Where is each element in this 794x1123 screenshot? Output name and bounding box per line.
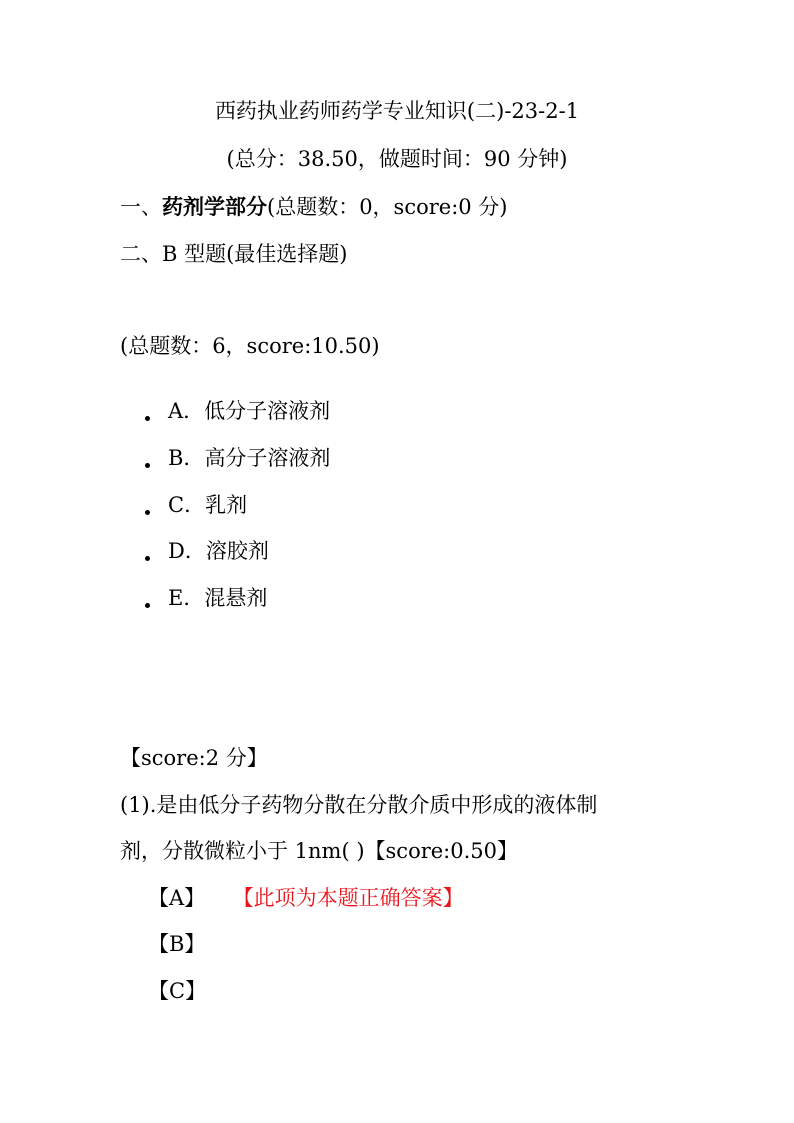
option-letter: A． — [168, 399, 205, 423]
section-1-heading — [120, 193, 508, 221]
option-text: 乳剂 — [205, 493, 248, 517]
group-score: 【score:2 分】 — [120, 746, 268, 770]
answer-label: 【A】 — [148, 886, 206, 910]
bullet-icon — [145, 510, 150, 515]
option-letter: B． — [168, 446, 205, 470]
question-text-line-1: (1).是由低分子药物分散在分散介质中形成的液体制 — [120, 793, 598, 817]
document-subtitle: (总分：38.50，做题时间：90 分钟) — [226, 147, 568, 171]
option-text: 高分子溶液剂 — [204, 446, 331, 470]
section-2-meta: (总题数：6，score:10.50) — [120, 334, 380, 358]
section-1-name: 药剂学部分 — [162, 194, 267, 219]
section-2-heading: 二、B 型题(最佳选择题) — [120, 242, 348, 266]
answer-item-a — [148, 884, 464, 912]
answer-label: 【C】 — [148, 979, 207, 1003]
bullet-icon — [145, 463, 150, 468]
option-letter: D． — [168, 539, 206, 563]
section-1-meta: (总题数：0，score:0 分) — [267, 195, 508, 219]
section-1-prefix: 一、 — [120, 195, 162, 219]
document-title: 西药执业药师药学专业知识(二)-23-2-1 — [214, 99, 580, 123]
bullet-icon — [145, 603, 150, 608]
answer-item-c — [148, 977, 206, 1005]
answer-item-b — [148, 930, 205, 958]
bullet-icon — [145, 416, 150, 421]
option-letter: E． — [168, 586, 205, 610]
option-text: 溶胶剂 — [205, 539, 269, 563]
option-text: 低分子溶液剂 — [204, 399, 331, 423]
option-text: 混悬剂 — [204, 586, 268, 610]
answer-label: 【B】 — [148, 932, 206, 956]
question-text-line-2: 剂，分散微粒小于 1nm( )【score:0.50】 — [120, 839, 519, 863]
option-letter: C． — [168, 493, 206, 517]
bullet-icon — [145, 556, 150, 561]
correct-answer-note: 【此项为本题正确答案】 — [243, 886, 464, 910]
